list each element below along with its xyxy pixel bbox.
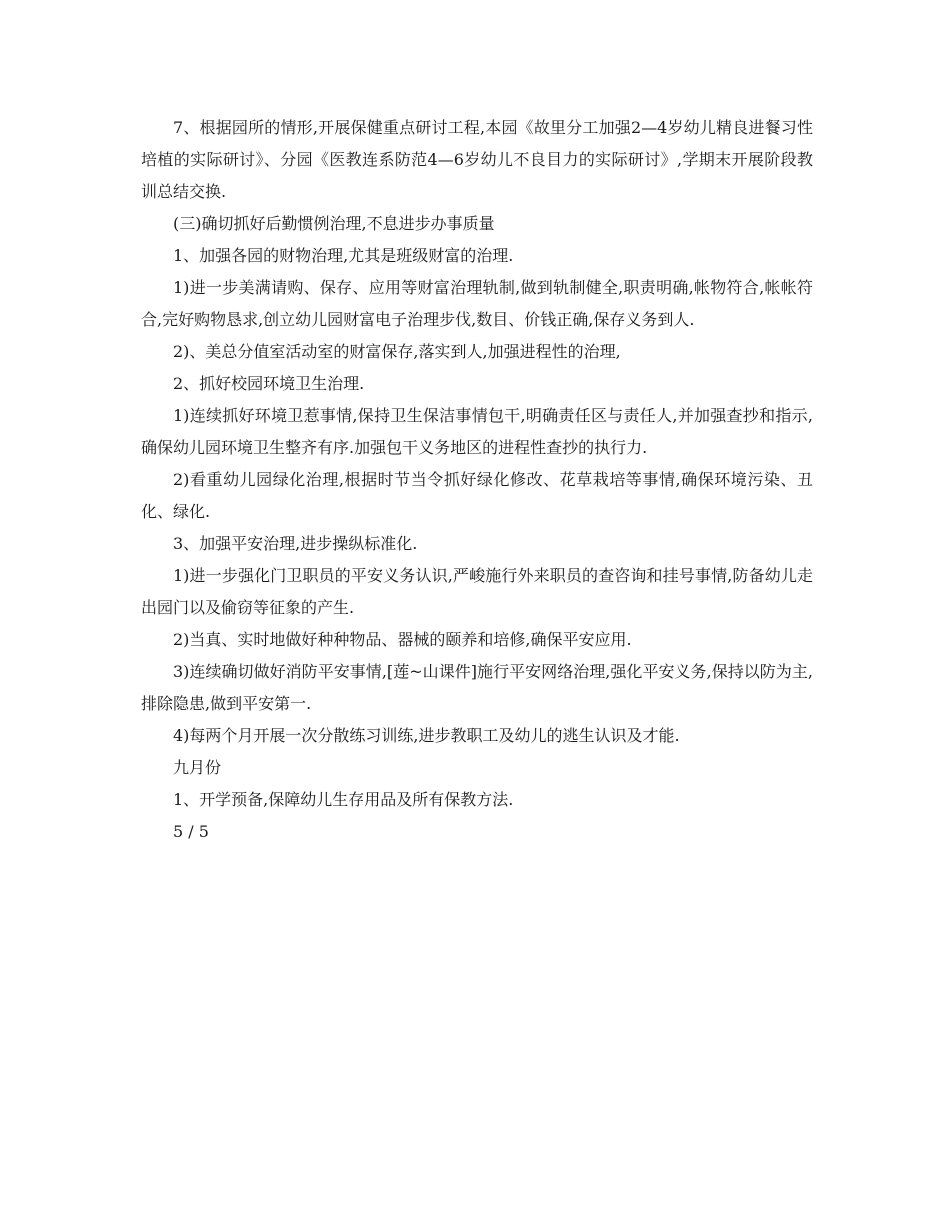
- paragraph-activity-room: 2)、美总分值室活动室的财富保存,落实到人,加强进程性的治理,: [173, 342, 621, 361]
- paragraph-guard-safety: 1)进一步强化门卫职员的平安义务认识,严峻施行外来职员的查咨询和挂号事情,防备幼儿走出园门以及偷窃等征象的产生.: [141, 566, 813, 617]
- paragraph-property-management: 1、加强各园的财物治理,尤其是班级财富的治理.: [173, 246, 514, 265]
- page-number: 5 / 5: [173, 822, 209, 841]
- paragraph-greening: 2)看重幼儿园绿化治理,根据时节当令抓好绿化修改、花草栽培等事情,确保环境污染、丑化、绿化.: [141, 470, 813, 521]
- paragraph-hygiene-work: 1)连续抓好环境卫惹事情,保持卫生保洁事情包干,明确责任区与责任人,并加强查抄和指示,确保幼儿园环境卫生整齐有序.加强包干义务地区的进程性查抄的执行力.: [141, 406, 813, 457]
- paragraph-equipment-maintenance: 2)当真、实时地做好种种物品、器械的颐养和培修,确保平安应用.: [173, 630, 632, 649]
- paragraph-fire-safety: 3)连续确切做好消防平安事情,[莲~山课件]施行平安网络治理,强化平安义务,保持以防为主,排除隐患,做到平安第一.: [141, 662, 813, 713]
- month-heading-september: 九月份: [173, 758, 222, 777]
- paragraph-school-start: 1、开学预备,保障幼儿生存用品及所有保教方法.: [173, 790, 514, 809]
- section-heading-logistics: (三)确切抓好后勤惯例治理,不息进步办事质量: [173, 214, 495, 233]
- paragraph-evacuation-drill: 4)每两个月开展一次分散练习训练,进步教职工及幼儿的逃生认识及才能.: [173, 726, 680, 745]
- paragraph-campus-hygiene: 2、抓好校园环境卫生治理.: [173, 374, 365, 393]
- paragraph-safety-management: 3、加强平安治理,进步操纵标准化.: [173, 534, 418, 553]
- paragraph-property-system: 1)进一步美满请购、保存、应用等财富治理轨制,做到轨制健全,职责明确,帐物符合,帐帐符合,完好购物恳求,创立幼儿园财富电子治理步伐,数目、价钱正确,保存义务到人.: [141, 278, 813, 329]
- paragraph-health-research: 7、根据园所的情形,开展保健重点研讨工程,本园《故里分工加强2—4岁幼儿精良进餐习性培植的实际研讨》、分园《医教连系防范4—6岁幼儿不良目力的实际研讨》,学期末开展阶段教训总结交换.: [141, 118, 813, 201]
- document-page: [141, 112, 813, 848]
